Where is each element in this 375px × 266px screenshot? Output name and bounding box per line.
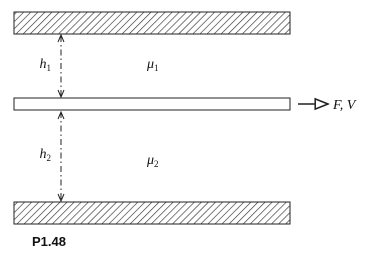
bottom-wall — [14, 202, 290, 224]
mu1-subscript: 1 — [154, 63, 159, 73]
figure-caption: P1.48 — [32, 234, 66, 249]
h2-label: $h_2$ — [39, 147, 51, 163]
mu1-label: $\mu_1$ — [147, 57, 159, 73]
mu2-label: $\mu_2$ — [147, 153, 159, 169]
force-velocity-label: F, V — [333, 98, 356, 113]
h1-label: $h_1$ — [39, 57, 51, 73]
mu2-subscript: 2 — [154, 159, 159, 169]
top-wall — [14, 12, 290, 34]
moving-plate — [14, 98, 290, 110]
h2-subscript: 2 — [46, 153, 51, 163]
h1-subscript: 1 — [46, 63, 51, 73]
